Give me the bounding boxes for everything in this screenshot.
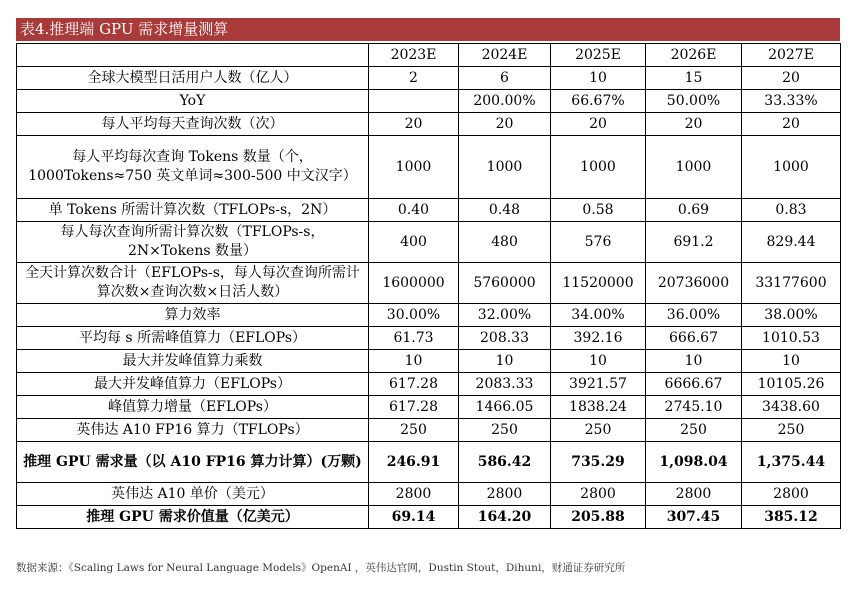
table-cell: 20	[551, 113, 646, 136]
row-label: 峰值算力增量（EFLOPs）	[17, 396, 369, 419]
table-cell: 3438.60	[742, 396, 841, 419]
table-cell: 205.88	[551, 506, 646, 529]
table-row	[17, 263, 841, 304]
table-cell: 1838.24	[551, 396, 646, 419]
table-cell: 2	[369, 67, 459, 90]
table-cell: 36.00%	[646, 304, 742, 327]
table-cell: 10	[551, 67, 646, 90]
source-note: 数据来源：《Scaling Laws for Neural Language Models》OpenAI ，英伟达官网，Dustin Stout，Dihuni，财通证券研究所	[16, 562, 626, 574]
table-cell	[369, 90, 459, 113]
table-row	[17, 327, 841, 350]
table-cell: 586.42	[459, 442, 551, 483]
table-row	[17, 304, 841, 327]
table-cell: 5760000	[459, 263, 551, 304]
row-label: 推理 GPU 需求价值量（亿美元）	[17, 506, 369, 529]
table-row	[17, 373, 841, 396]
table-cell: 735.29	[551, 442, 646, 483]
row-label: 最大并发峰值算力（EFLOPs）	[17, 373, 369, 396]
row-label: YoY	[17, 90, 369, 113]
table-cell: 1466.05	[459, 396, 551, 419]
table-cell: 250	[369, 419, 459, 442]
table-row	[17, 350, 841, 373]
table-cell: 1010.53	[742, 327, 841, 350]
table-row	[17, 113, 841, 136]
row-label: 最大并发峰值算力乘数	[17, 350, 369, 373]
table-cell: 1000	[551, 136, 646, 199]
header-cell-2026e: 2026E	[646, 44, 742, 67]
header-cell-2024e: 2024E	[459, 44, 551, 67]
table-row	[17, 90, 841, 113]
table-cell: 34.00%	[551, 304, 646, 327]
table-cell: 20736000	[646, 263, 742, 304]
table-cell: 10	[742, 350, 841, 373]
table-cell: 392.16	[551, 327, 646, 350]
table-cell: 61.73	[369, 327, 459, 350]
table-cell: 10105.26	[742, 373, 841, 396]
header-cell-2023e: 2023E	[369, 44, 459, 67]
table-row	[17, 506, 841, 529]
table-cell: 1,098.04	[646, 442, 742, 483]
table-cell: 20	[646, 113, 742, 136]
row-label: 每人平均每天查询次数（次）	[17, 113, 369, 136]
table-cell: 10	[646, 350, 742, 373]
table-cell: 1000	[646, 136, 742, 199]
row-label: 单 Tokens 所需计算次数（TFLOPs-s，2N）	[17, 199, 369, 222]
table-cell: 829.44	[742, 222, 841, 263]
data-table	[16, 43, 841, 529]
table-cell: 20	[742, 67, 841, 90]
table-cell: 250	[742, 419, 841, 442]
row-label: 每人平均每次查询 Tokens 数量（个，1000Tokens≈750 英文单词≈300-500 中文汉字）	[17, 136, 369, 199]
table-cell: 66.67%	[551, 90, 646, 113]
table-row	[17, 442, 841, 483]
table-cell: 0.83	[742, 199, 841, 222]
table-cell: 32.00%	[459, 304, 551, 327]
row-label: 推理 GPU 需求量（以 A10 FP16 算力计算）(万颗)	[17, 442, 369, 483]
table-cell: 2800	[459, 483, 551, 506]
table-cell: 2800	[369, 483, 459, 506]
table-cell: 20	[742, 113, 841, 136]
table-cell: 3921.57	[551, 373, 646, 396]
table-row	[17, 483, 841, 506]
table-cell: 307.45	[646, 506, 742, 529]
table-cell: 11520000	[551, 263, 646, 304]
table-cell: 0.58	[551, 199, 646, 222]
table-cell: 200.00%	[459, 90, 551, 113]
table-cell: 208.33	[459, 327, 551, 350]
table-cell: 38.00%	[742, 304, 841, 327]
table-cell: 2800	[646, 483, 742, 506]
table-cell: 385.12	[742, 506, 841, 529]
table-cell: 20	[459, 113, 551, 136]
table-cell: 1000	[369, 136, 459, 199]
table-cell: 10	[551, 350, 646, 373]
table-cell: 2800	[551, 483, 646, 506]
row-label: 英伟达 A10 单价（美元）	[17, 483, 369, 506]
table-cell: 6666.67	[646, 373, 742, 396]
row-label: 每人每次查询所需计算次数（TFLOPs-s，2N×Tokens 数量）	[17, 222, 369, 263]
table-cell: 250	[646, 419, 742, 442]
table-cell: 1600000	[369, 263, 459, 304]
header-cell-2027e: 2027E	[742, 44, 841, 67]
header-cell-2025e: 2025E	[551, 44, 646, 67]
table-cell: 33177600	[742, 263, 841, 304]
table-cell: 6	[459, 67, 551, 90]
table-cell: 10	[459, 350, 551, 373]
table-row	[17, 67, 841, 90]
header-row	[17, 44, 841, 67]
table-cell: 2083.33	[459, 373, 551, 396]
table-cell: 0.40	[369, 199, 459, 222]
row-label: 算力效率	[17, 304, 369, 327]
row-label: 平均每 s 所需峰值算力（EFLOPs）	[17, 327, 369, 350]
table-cell: 617.28	[369, 373, 459, 396]
table-body	[17, 44, 841, 529]
table-cell: 164.20	[459, 506, 551, 529]
table-cell: 10	[369, 350, 459, 373]
table-cell: 2800	[742, 483, 841, 506]
table-row	[17, 419, 841, 442]
table-cell: 400	[369, 222, 459, 263]
row-label: 全天计算次数合计（EFLOPs-s，每人每次查询所需计算次数×查询次数×日活人数）	[17, 263, 369, 304]
table-cell: 0.48	[459, 199, 551, 222]
table-cell: 246.91	[369, 442, 459, 483]
table-cell: 33.33%	[742, 90, 841, 113]
table-cell: 0.69	[646, 199, 742, 222]
row-label: 英伟达 A10 FP16 算力（TFLOPs）	[17, 419, 369, 442]
table-cell: 1000	[459, 136, 551, 199]
table-cell: 69.14	[369, 506, 459, 529]
table-cell: 1,375.44	[742, 442, 841, 483]
table-row	[17, 136, 841, 199]
table-cell: 30.00%	[369, 304, 459, 327]
table-cell: 50.00%	[646, 90, 742, 113]
table-cell: 2745.10	[646, 396, 742, 419]
table-cell: 666.67	[646, 327, 742, 350]
table-row	[17, 199, 841, 222]
table-row	[17, 222, 841, 263]
table-cell: 1000	[742, 136, 841, 199]
row-label: 全球大模型日活用户人数（亿人）	[17, 67, 369, 90]
table-cell: 617.28	[369, 396, 459, 419]
table-cell: 250	[459, 419, 551, 442]
table-cell: 576	[551, 222, 646, 263]
header-cell-empty	[17, 44, 369, 67]
table-title: 表4.推理端 GPU 需求增量测算	[16, 18, 840, 41]
table-cell: 20	[369, 113, 459, 136]
table-cell: 691.2	[646, 222, 742, 263]
table-cell: 250	[551, 419, 646, 442]
table-row	[17, 396, 841, 419]
table-cell: 15	[646, 67, 742, 90]
table-cell: 480	[459, 222, 551, 263]
